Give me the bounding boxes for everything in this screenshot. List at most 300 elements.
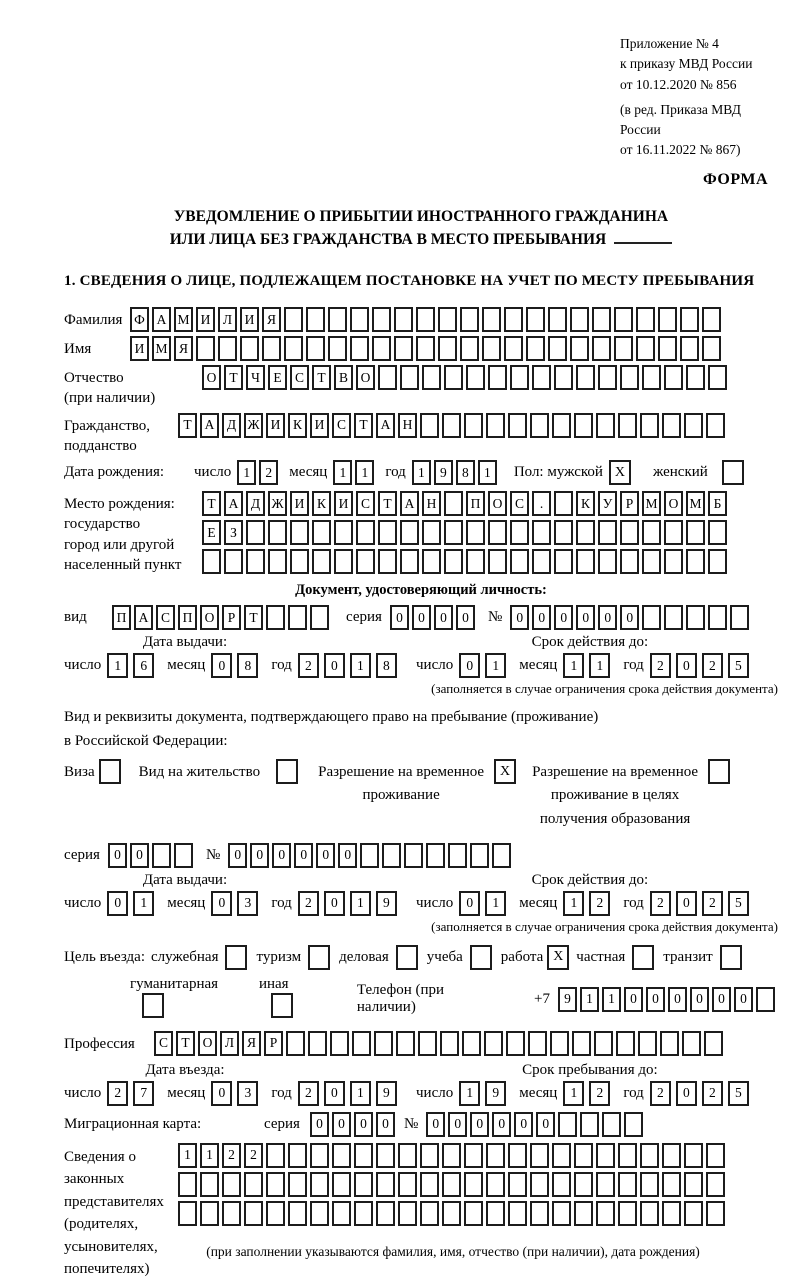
permit-series-boxes[interactable] [108, 843, 196, 868]
char-box[interactable] [706, 1201, 725, 1226]
char-box[interactable] [330, 1031, 349, 1056]
char-box[interactable] [246, 520, 265, 545]
char-box[interactable]: 0 [676, 891, 697, 916]
char-box[interactable]: С [510, 491, 529, 516]
char-box[interactable]: 1 [563, 653, 584, 678]
char-box[interactable] [288, 1201, 307, 1226]
char-box[interactable] [642, 520, 661, 545]
char-box[interactable] [404, 843, 423, 868]
char-box[interactable] [532, 520, 551, 545]
char-box[interactable] [548, 336, 567, 361]
birth-place-row3[interactable] [202, 549, 730, 574]
char-box[interactable] [526, 336, 545, 361]
char-box[interactable] [504, 336, 523, 361]
char-box[interactable] [448, 843, 467, 868]
char-box[interactable] [486, 1201, 505, 1226]
char-box[interactable]: . [532, 491, 551, 516]
char-box[interactable]: 2 [107, 1081, 128, 1106]
char-box[interactable] [580, 1112, 599, 1137]
char-box[interactable]: 0 [376, 1112, 395, 1137]
char-box[interactable] [508, 1143, 527, 1168]
char-box[interactable] [620, 520, 639, 545]
char-box[interactable] [438, 307, 457, 332]
migration-number-boxes[interactable] [426, 1112, 646, 1137]
char-box[interactable] [266, 1172, 285, 1197]
char-box[interactable] [684, 1172, 703, 1197]
representatives-row1[interactable] [178, 1143, 728, 1168]
char-box[interactable] [286, 1031, 305, 1056]
char-box[interactable] [398, 1143, 417, 1168]
char-box[interactable] [426, 843, 445, 868]
char-box[interactable]: Я [174, 336, 193, 361]
char-box[interactable]: 8 [456, 460, 475, 485]
permit-expiry-year[interactable] [650, 891, 754, 916]
char-box[interactable] [640, 1143, 659, 1168]
char-box[interactable] [394, 307, 413, 332]
entry-month[interactable] [211, 1081, 263, 1106]
char-box[interactable] [418, 1031, 437, 1056]
char-box[interactable]: 2 [702, 891, 723, 916]
char-box[interactable]: 2 [298, 891, 319, 916]
char-box[interactable] [332, 1143, 351, 1168]
char-box[interactable]: П [112, 605, 131, 630]
char-box[interactable] [554, 365, 573, 390]
purpose-commercial-checkbox[interactable] [396, 945, 418, 970]
permit-expiry-day[interactable] [459, 891, 511, 916]
char-box[interactable]: 0 [316, 843, 335, 868]
char-box[interactable] [530, 1143, 549, 1168]
char-box[interactable] [332, 1172, 351, 1197]
char-box[interactable]: 1 [350, 891, 371, 916]
char-box[interactable] [574, 1201, 593, 1226]
char-box[interactable]: Д [222, 413, 241, 438]
char-box[interactable]: 0 [354, 1112, 373, 1137]
char-box[interactable] [376, 1201, 395, 1226]
char-box[interactable] [594, 1031, 613, 1056]
char-box[interactable]: И [130, 336, 149, 361]
char-box[interactable]: 0 [108, 843, 127, 868]
char-box[interactable] [378, 365, 397, 390]
char-box[interactable] [444, 491, 463, 516]
char-box[interactable] [266, 605, 285, 630]
char-box[interactable] [442, 1143, 461, 1168]
char-box[interactable]: 0 [734, 987, 753, 1012]
char-box[interactable]: 1 [133, 891, 154, 916]
char-box[interactable]: О [488, 491, 507, 516]
char-box[interactable] [596, 1172, 615, 1197]
char-box[interactable] [508, 1201, 527, 1226]
permit-issue-year[interactable] [298, 891, 402, 916]
char-box[interactable] [598, 520, 617, 545]
char-box[interactable] [466, 520, 485, 545]
char-box[interactable] [642, 549, 661, 574]
char-box[interactable]: К [576, 491, 595, 516]
char-box[interactable]: У [598, 491, 617, 516]
birth-place-row2[interactable] [202, 520, 730, 545]
char-box[interactable] [464, 1201, 483, 1226]
char-box[interactable]: 2 [222, 1143, 241, 1168]
char-box[interactable] [178, 1201, 197, 1226]
char-box[interactable] [378, 549, 397, 574]
char-box[interactable] [240, 336, 259, 361]
char-box[interactable] [592, 307, 611, 332]
char-box[interactable] [756, 987, 775, 1012]
char-box[interactable] [442, 1172, 461, 1197]
doc-expiry-year[interactable] [650, 653, 754, 678]
char-box[interactable] [596, 413, 615, 438]
char-box[interactable] [510, 365, 529, 390]
char-box[interactable]: 5 [728, 653, 749, 678]
char-box[interactable] [614, 307, 633, 332]
char-box[interactable]: 1 [350, 1081, 371, 1106]
char-box[interactable] [664, 605, 683, 630]
char-box[interactable]: О [356, 365, 375, 390]
char-box[interactable] [354, 1201, 373, 1226]
char-box[interactable] [640, 1201, 659, 1226]
char-box[interactable] [312, 520, 331, 545]
char-box[interactable]: 0 [130, 843, 149, 868]
char-box[interactable] [350, 336, 369, 361]
char-box[interactable] [354, 1172, 373, 1197]
char-box[interactable] [488, 520, 507, 545]
char-box[interactable]: 8 [237, 653, 258, 678]
purpose-work-checkbox[interactable]: X [547, 945, 569, 970]
char-box[interactable]: 1 [107, 653, 128, 678]
char-box[interactable]: 1 [412, 460, 431, 485]
doc-expiry-day[interactable] [459, 653, 511, 678]
purpose-study-checkbox[interactable] [470, 945, 492, 970]
purpose-private-checkbox[interactable] [632, 945, 654, 970]
char-box[interactable]: 0 [712, 987, 731, 1012]
stay-day[interactable] [459, 1081, 511, 1106]
char-box[interactable]: 2 [650, 1081, 671, 1106]
char-box[interactable] [378, 520, 397, 545]
char-box[interactable] [554, 549, 573, 574]
stay-year[interactable] [650, 1081, 754, 1106]
residence-permit-checkbox[interactable] [276, 759, 298, 784]
char-box[interactable] [422, 549, 441, 574]
char-box[interactable]: Я [242, 1031, 261, 1056]
char-box[interactable]: 1 [485, 891, 506, 916]
char-box[interactable] [288, 1143, 307, 1168]
char-box[interactable]: 0 [514, 1112, 533, 1137]
char-box[interactable]: 9 [376, 891, 397, 916]
char-box[interactable] [310, 1143, 329, 1168]
char-box[interactable] [200, 1172, 219, 1197]
char-box[interactable] [660, 1031, 679, 1056]
char-box[interactable] [574, 1143, 593, 1168]
char-box[interactable]: И [290, 491, 309, 516]
char-box[interactable] [618, 413, 637, 438]
char-box[interactable] [420, 1201, 439, 1226]
doc-issue-day[interactable] [107, 653, 159, 678]
char-box[interactable]: 1 [350, 653, 371, 678]
char-box[interactable]: 0 [646, 987, 665, 1012]
char-box[interactable] [202, 549, 221, 574]
char-box[interactable] [486, 1172, 505, 1197]
representatives-row3[interactable] [178, 1201, 728, 1226]
char-box[interactable] [486, 1143, 505, 1168]
char-box[interactable]: О [200, 605, 219, 630]
char-box[interactable]: 2 [259, 460, 278, 485]
char-box[interactable]: А [134, 605, 153, 630]
char-box[interactable] [640, 413, 659, 438]
char-box[interactable]: 2 [589, 891, 610, 916]
char-box[interactable]: 0 [690, 987, 709, 1012]
char-box[interactable]: Я [262, 307, 281, 332]
doc-number-boxes[interactable] [510, 605, 752, 630]
char-box[interactable]: С [290, 365, 309, 390]
char-box[interactable] [576, 549, 595, 574]
char-box[interactable]: П [178, 605, 197, 630]
representatives-row2[interactable] [178, 1172, 728, 1197]
char-box[interactable] [422, 365, 441, 390]
char-box[interactable]: Е [268, 365, 287, 390]
char-box[interactable] [492, 843, 511, 868]
char-box[interactable] [416, 336, 435, 361]
char-box[interactable] [664, 549, 683, 574]
char-box[interactable] [356, 520, 375, 545]
char-box[interactable]: 0 [338, 843, 357, 868]
char-box[interactable]: О [198, 1031, 217, 1056]
char-box[interactable]: 9 [376, 1081, 397, 1106]
char-box[interactable] [420, 413, 439, 438]
char-box[interactable]: С [154, 1031, 173, 1056]
char-box[interactable]: 0 [459, 891, 480, 916]
char-box[interactable] [306, 307, 325, 332]
char-box[interactable] [482, 307, 501, 332]
char-box[interactable]: 0 [272, 843, 291, 868]
char-box[interactable] [328, 307, 347, 332]
char-box[interactable] [356, 549, 375, 574]
char-box[interactable]: М [686, 491, 705, 516]
char-box[interactable]: 1 [485, 653, 506, 678]
char-box[interactable] [532, 549, 551, 574]
char-box[interactable]: О [202, 365, 221, 390]
char-box[interactable] [576, 365, 595, 390]
char-box[interactable]: К [288, 413, 307, 438]
char-box[interactable] [574, 413, 593, 438]
char-box[interactable]: М [642, 491, 661, 516]
char-box[interactable]: 9 [434, 460, 453, 485]
permit-number-boxes[interactable] [228, 843, 514, 868]
char-box[interactable]: 0 [554, 605, 573, 630]
char-box[interactable]: 0 [228, 843, 247, 868]
char-box[interactable]: 1 [478, 460, 497, 485]
char-box[interactable] [398, 1172, 417, 1197]
char-box[interactable]: 2 [589, 1081, 610, 1106]
char-box[interactable]: Б [708, 491, 727, 516]
char-box[interactable]: К [312, 491, 331, 516]
char-box[interactable]: 9 [558, 987, 577, 1012]
doc-series-boxes[interactable] [390, 605, 478, 630]
char-box[interactable] [642, 365, 661, 390]
purpose-business-checkbox[interactable] [225, 945, 247, 970]
char-box[interactable] [400, 365, 419, 390]
char-box[interactable]: Т [178, 413, 197, 438]
char-box[interactable] [350, 307, 369, 332]
doc-issue-month[interactable] [211, 653, 263, 678]
char-box[interactable] [708, 605, 727, 630]
char-box[interactable]: Д [246, 491, 265, 516]
char-box[interactable] [548, 307, 567, 332]
char-box[interactable] [244, 1201, 263, 1226]
char-box[interactable] [618, 1201, 637, 1226]
char-box[interactable]: 1 [178, 1143, 197, 1168]
char-box[interactable]: Р [264, 1031, 283, 1056]
phone-boxes[interactable] [558, 987, 778, 1012]
char-box[interactable] [178, 1172, 197, 1197]
char-box[interactable] [706, 1143, 725, 1168]
char-box[interactable]: Т [312, 365, 331, 390]
char-box[interactable]: 3 [237, 891, 258, 916]
char-box[interactable] [306, 336, 325, 361]
char-box[interactable] [442, 1201, 461, 1226]
char-box[interactable] [526, 307, 545, 332]
char-box[interactable]: 1 [200, 1143, 219, 1168]
birth-day-boxes[interactable] [237, 460, 281, 485]
char-box[interactable] [530, 1201, 549, 1226]
char-box[interactable] [222, 1172, 241, 1197]
char-box[interactable]: 0 [211, 891, 232, 916]
char-box[interactable]: С [332, 413, 351, 438]
char-box[interactable]: Т [176, 1031, 195, 1056]
char-box[interactable] [530, 413, 549, 438]
purpose-transit-checkbox[interactable] [720, 945, 742, 970]
migration-series-boxes[interactable] [310, 1112, 398, 1137]
char-box[interactable] [438, 336, 457, 361]
char-box[interactable] [268, 549, 287, 574]
char-box[interactable]: 8 [376, 653, 397, 678]
birth-place-row1[interactable] [202, 491, 730, 516]
permit-expiry-month[interactable] [563, 891, 615, 916]
char-box[interactable] [288, 1172, 307, 1197]
char-box[interactable] [354, 1143, 373, 1168]
char-box[interactable]: Н [422, 491, 441, 516]
char-box[interactable] [246, 549, 265, 574]
char-box[interactable] [552, 1201, 571, 1226]
char-box[interactable] [508, 413, 527, 438]
firstname-boxes[interactable] [130, 336, 724, 361]
char-box[interactable] [602, 1112, 621, 1137]
char-box[interactable] [686, 365, 705, 390]
char-box[interactable] [530, 1172, 549, 1197]
surname-boxes[interactable] [130, 307, 724, 332]
char-box[interactable] [682, 1031, 701, 1056]
char-box[interactable]: 0 [624, 987, 643, 1012]
char-box[interactable] [396, 1031, 415, 1056]
char-box[interactable] [684, 1143, 703, 1168]
char-box[interactable] [574, 1172, 593, 1197]
char-box[interactable]: З [224, 520, 243, 545]
char-box[interactable]: Т [202, 491, 221, 516]
char-box[interactable] [310, 605, 329, 630]
char-box[interactable] [284, 336, 303, 361]
char-box[interactable] [616, 1031, 635, 1056]
char-box[interactable] [702, 307, 721, 332]
char-box[interactable] [332, 1201, 351, 1226]
char-box[interactable] [174, 843, 193, 868]
char-box[interactable] [422, 520, 441, 545]
char-box[interactable] [460, 307, 479, 332]
char-box[interactable]: Т [244, 605, 263, 630]
doc-expiry-month[interactable] [563, 653, 615, 678]
char-box[interactable] [464, 1143, 483, 1168]
char-box[interactable] [550, 1031, 569, 1056]
char-box[interactable] [416, 307, 435, 332]
char-box[interactable]: А [376, 413, 395, 438]
char-box[interactable]: М [174, 307, 193, 332]
char-box[interactable] [730, 605, 749, 630]
char-box[interactable]: 1 [333, 460, 352, 485]
char-box[interactable]: Т [378, 491, 397, 516]
char-box[interactable] [552, 413, 571, 438]
char-box[interactable] [420, 1172, 439, 1197]
char-box[interactable] [618, 1172, 637, 1197]
char-box[interactable] [664, 520, 683, 545]
char-box[interactable] [662, 1172, 681, 1197]
char-box[interactable] [510, 520, 529, 545]
char-box[interactable] [224, 549, 243, 574]
char-box[interactable]: И [266, 413, 285, 438]
char-box[interactable] [462, 1031, 481, 1056]
char-box[interactable] [576, 520, 595, 545]
purpose-tourism-checkbox[interactable] [308, 945, 330, 970]
char-box[interactable] [376, 1172, 395, 1197]
char-box[interactable]: 0 [250, 843, 269, 868]
char-box[interactable]: 6 [133, 653, 154, 678]
char-box[interactable]: 0 [324, 1081, 345, 1106]
char-box[interactable]: 0 [448, 1112, 467, 1137]
char-box[interactable]: Ч [246, 365, 265, 390]
char-box[interactable] [684, 413, 703, 438]
char-box[interactable]: Р [222, 605, 241, 630]
char-box[interactable] [570, 336, 589, 361]
char-box[interactable] [460, 336, 479, 361]
char-box[interactable]: И [310, 413, 329, 438]
char-box[interactable]: Ж [244, 413, 263, 438]
char-box[interactable]: С [356, 491, 375, 516]
char-box[interactable] [312, 549, 331, 574]
char-box[interactable] [266, 1201, 285, 1226]
char-box[interactable] [552, 1172, 571, 1197]
char-box[interactable] [680, 336, 699, 361]
char-box[interactable]: 2 [702, 653, 723, 678]
char-box[interactable] [444, 365, 463, 390]
char-box[interactable]: 0 [211, 1081, 232, 1106]
char-box[interactable] [442, 413, 461, 438]
char-box[interactable]: Т [354, 413, 373, 438]
char-box[interactable]: А [200, 413, 219, 438]
char-box[interactable]: 1 [563, 1081, 584, 1106]
char-box[interactable]: 0 [390, 605, 409, 630]
char-box[interactable] [488, 549, 507, 574]
permit-issue-day[interactable] [107, 891, 159, 916]
char-box[interactable] [636, 336, 655, 361]
char-box[interactable] [640, 1172, 659, 1197]
char-box[interactable]: 0 [536, 1112, 555, 1137]
char-box[interactable]: 9 [485, 1081, 506, 1106]
char-box[interactable]: 0 [332, 1112, 351, 1137]
char-box[interactable]: 1 [237, 460, 256, 485]
char-box[interactable] [484, 1031, 503, 1056]
char-box[interactable] [466, 365, 485, 390]
char-box[interactable] [244, 1172, 263, 1197]
char-box[interactable] [486, 413, 505, 438]
char-box[interactable] [470, 843, 489, 868]
entry-day[interactable] [107, 1081, 159, 1106]
char-box[interactable] [310, 1201, 329, 1226]
